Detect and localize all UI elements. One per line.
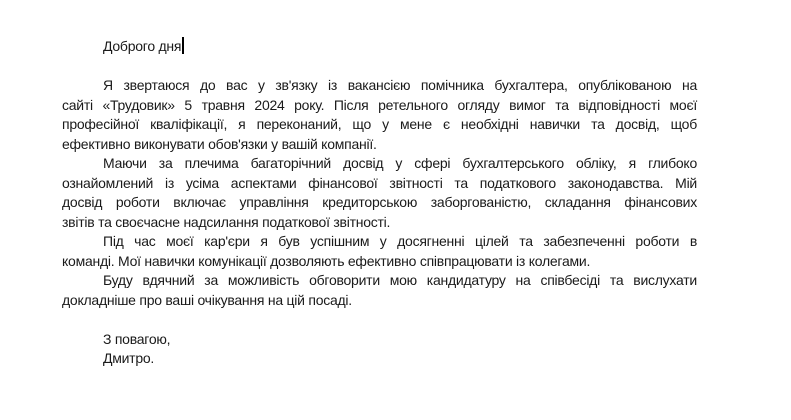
paragraph-line: ефективно виконувати обов'язки у вашій компанії. [62, 135, 377, 152]
document-body[interactable] [62, 37, 697, 369]
paragraph-line: досвід роботи включає управління кредиторською заборгованістю, складання фінансових [62, 194, 697, 210]
blank-line [62, 57, 697, 77]
paragraph-line: Я звертаюся до вас у зв'язку із вакансією помічника бухгалтера, опублікованою на [103, 77, 697, 93]
blank-line [62, 310, 697, 330]
paragraph-line: професійної кваліфікації, я переконаний, що у мене є необхідні навички та досвід, щоб [62, 116, 697, 132]
paragraph-line: Буду вдячний за можливість обговорити мою кандидатуру на співбесіді та вислухати [103, 272, 697, 288]
paragraph[interactable] [62, 232, 697, 271]
greeting[interactable] [62, 37, 697, 57]
paragraph-line: Маючи за плечима багаторічний досвід у сфері бухгалтерського обліку, я глибоко [103, 155, 697, 171]
paragraph-line: звітів та своєчасне надсилання податкової звітності. [62, 213, 391, 230]
paragraph-line: сайті «Трудовик» 5 травня 2024 року. Після ретельного огляду вимог та відповідності моєї [62, 96, 697, 113]
paragraph-line: ознайомлений із усіма аспектами фінансової звітності та податкового законодавства. Мій [62, 174, 697, 191]
paragraph[interactable] [62, 271, 697, 310]
paragraph-line: докладніше про ваші очікування на цій посаді. [62, 291, 352, 308]
letter-paragraphs [62, 76, 697, 310]
closing[interactable]: З повагою, [103, 330, 171, 347]
paragraph-line: команді. Мої навички комунікації дозволяють ефективно співпрацювати із колегами. [62, 252, 591, 269]
text-cursor [182, 37, 184, 54]
paragraph-line: Під час моєї кар'єри я був успішним у досягненні цілей та забезпеченні роботи в [103, 233, 697, 249]
paragraph[interactable] [62, 76, 697, 154]
paragraph[interactable] [62, 154, 697, 232]
greeting-text: Доброго дня [103, 38, 182, 54]
signature[interactable]: Дмитро. [103, 350, 155, 366]
